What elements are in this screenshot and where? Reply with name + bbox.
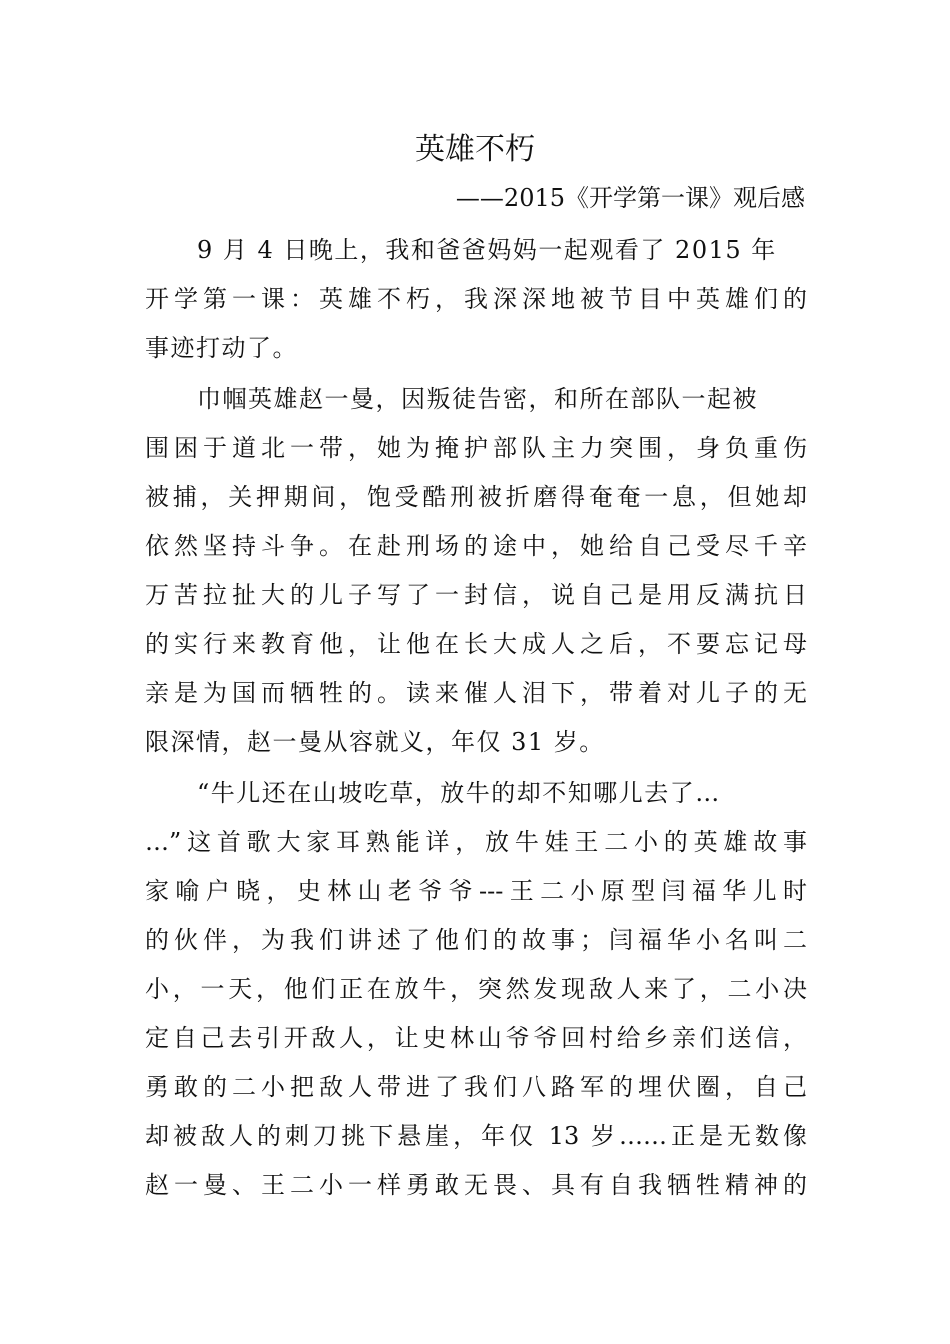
paragraph-3-line-1: “牛儿还在山坡吃草，放牛的却不知哪儿去了…: [197, 779, 721, 807]
paragraph-3-line-5: 小，一天，他们正在放牛，突然发现敌人来了，二小决: [145, 975, 807, 1003]
paragraph-2-line-1: 巾帼英雄赵一曼，因叛徒告密，和所在部队一起被: [197, 385, 758, 413]
paragraph-2-line-4: 依然坚持斗争。在赴刑场的途中，她给自己受尽千辛: [145, 532, 807, 560]
page-subtitle: ——2015《开学第一课》观后感: [455, 184, 805, 212]
paragraph-1-line-3: 事迹打动了。: [145, 334, 298, 362]
paragraph-3-line-4: 的伙伴，为我们讲述了他们的故事；闫福华小名叫二: [145, 926, 807, 954]
paragraph-2-line-3: 被捕，关押期间，饱受酷刑被折磨得奄奄一息，但她却: [145, 483, 807, 511]
paragraph-2-line-2: 围困于道北一带，她为掩护部队主力突围，身负重伤: [145, 434, 807, 462]
page-title: 英雄不朽: [415, 132, 535, 167]
paragraph-3-line-8: 却被敌人的刺刀挑下悬崖，年仅 13 岁……正是无数像: [145, 1122, 807, 1150]
paragraph-2-line-5: 万苦拉扯大的儿子写了一封信，说自己是用反满抗日: [145, 581, 807, 609]
paragraph-2-line-8: 限深情，赵一曼从容就义，年仅 31 岁。: [145, 728, 605, 756]
paragraph-1-line-2: 开学第一课：英雄不朽，我深深地被节目中英雄们的: [145, 285, 807, 313]
paragraph-3-line-3: 家喻户晓，史林山老爷爷---王二小原型闫福华儿时: [145, 877, 807, 905]
paragraph-2-line-7: 亲是为国而牺牲的。读来催人泪下，带着对儿子的无: [145, 679, 807, 707]
essay-body: [145, 226, 807, 1210]
paragraph-1-line-1: 9 月 4 日晚上，我和爸爸妈妈一起观看了 2015 年: [197, 236, 777, 264]
paragraph-3-line-6: 定自己去引开敌人，让史林山爷爷回村给乡亲们送信，: [145, 1024, 807, 1052]
paragraph-3-line-2: …”这首歌大家耳熟能详，放牛娃王二小的英雄故事: [145, 828, 807, 856]
paragraph-3-line-7: 勇敢的二小把敌人带进了我们八路军的埋伏圈，自己: [145, 1073, 807, 1101]
paragraph-3-line-9: 赵一曼、王二小一样勇敢无畏、具有自我牺牲精神的: [145, 1171, 807, 1199]
paragraph-2-line-6: 的实行来教育他，让他在长大成人之后，不要忘记母: [145, 630, 807, 658]
